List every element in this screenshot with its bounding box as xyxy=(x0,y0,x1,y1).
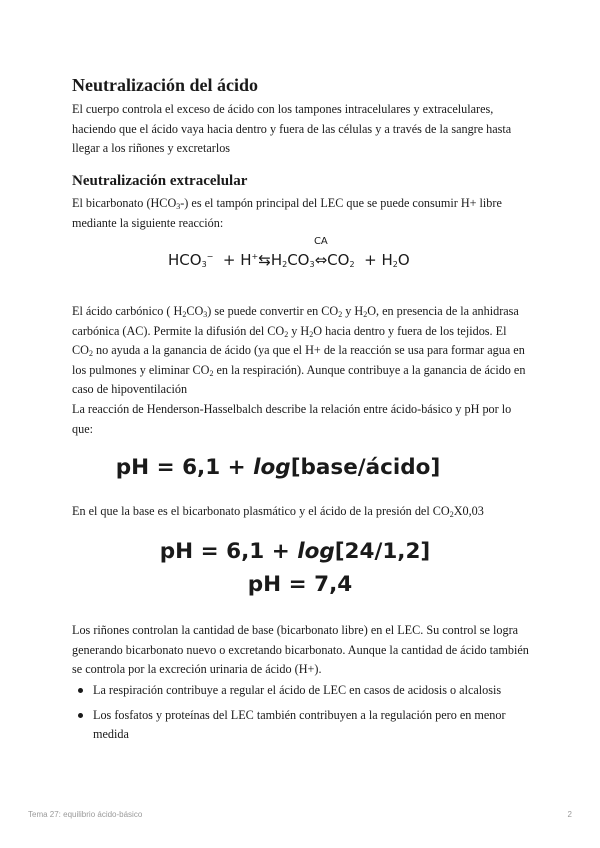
intro-line: haciendo que el ácido vaya hacia dentro y fuera de las células y a través de la sangre hasta xyxy=(72,121,512,136)
ph-result: pH = 7,4 xyxy=(247,572,353,597)
paragraph-line: El bicarbonato $(HCO_3-)$ es el tampón principal del LEC que se puede consumir H+ libre xyxy=(72,196,502,211)
henderson-paragraph xyxy=(72,400,528,439)
bicarbonate-paragraph xyxy=(72,194,528,233)
intro-line: El cuerpo controla el exceso de ácido con los tampones intracelulares y extracelulares, xyxy=(72,102,494,116)
paragraph-line: los pulmones y eliminar $CO_2$ en la respiración). Aunque contribuye a la ganancia de ácido en xyxy=(72,362,526,378)
bicarbonate-reaction-equation: $HCO_3^-$ + $H^+⇆H_2CO_3$ CA $\Leftrightarrow CO_2 + H_2O$ xyxy=(168,236,410,269)
paragraph-line: mediante la siguiente reacción: xyxy=(72,215,224,230)
paragraph-line: se controla por la excreción urinaria de ácido (H+). xyxy=(72,662,322,677)
footer-title: Tema 27: equilibrio ácido-básico xyxy=(28,810,143,819)
paragraph-line: La reacción de Henderson-Hasselbalch describe la relación entre ácido-básico y pH por lo xyxy=(72,402,512,416)
paragraph-line: carbónica (AC). Permite la difusión del $CO_2$ y $H_2O$ hacia dentro y fuera de los tejidos. El xyxy=(72,323,507,339)
carbonic-acid-paragraph xyxy=(72,302,528,400)
paragraph-line: El ácido carbónico ( $H_2CO_3$) se puede convertir en $CO_2$ y $H_2O$, en presencia de la anhidrasa xyxy=(72,304,519,319)
paragraph-line: caso de hipoventilación xyxy=(72,382,188,397)
intro-line: llegar a los riñones y excretarlos xyxy=(72,141,231,156)
henderson-hasselbalch-formula: pH = 6,1 + log[base/ácido] xyxy=(115,455,441,480)
paragraph-line: generando bicarbonato nuevo o excretando bicarbonato. Aunque la cantidad de ácido también xyxy=(72,642,529,657)
ph-calculation-formula: pH = 6,1 + log[24/1,2] xyxy=(159,539,431,564)
section-heading: Neutralización del ácido xyxy=(72,75,258,95)
bullet-icon xyxy=(78,688,83,693)
paragraph-line: que: xyxy=(72,421,93,436)
catalyst-label: CA xyxy=(313,236,328,247)
paragraph-line: En el que la base es el bicarbonato plasmático y el ácido de la presión del $CO_2X0,03$ xyxy=(72,504,484,519)
paragraph-line: Los riñones controlan la cantidad de base (bicarbonato libre) en el LEC. Su control se logra xyxy=(72,623,519,637)
paragraph-line: $CO_2$ no ayuda a la ganancia de ácido (ya que el H+ de la reacción se usa para formar agua en xyxy=(72,343,525,359)
kidney-paragraph xyxy=(72,621,528,680)
subsection-heading: Neutralización extracelular xyxy=(72,173,248,189)
intro-paragraph xyxy=(72,100,528,159)
base-definition-paragraph xyxy=(72,502,528,522)
bullet-icon xyxy=(78,713,83,718)
double-arrow-icon: ⇔ xyxy=(314,251,328,269)
page-number: 2 xyxy=(567,810,572,819)
equilibrium-arrow-icon: ⇆ xyxy=(258,251,271,269)
bullet-list xyxy=(72,681,528,750)
list-item: Los fosfatos y proteínas del LEC también contribuyen a la regulación pero en menor medida xyxy=(72,706,528,745)
list-item: La respiración contribuye a regular el ácido de LEC en casos de acidosis o alcalosis xyxy=(72,681,528,701)
